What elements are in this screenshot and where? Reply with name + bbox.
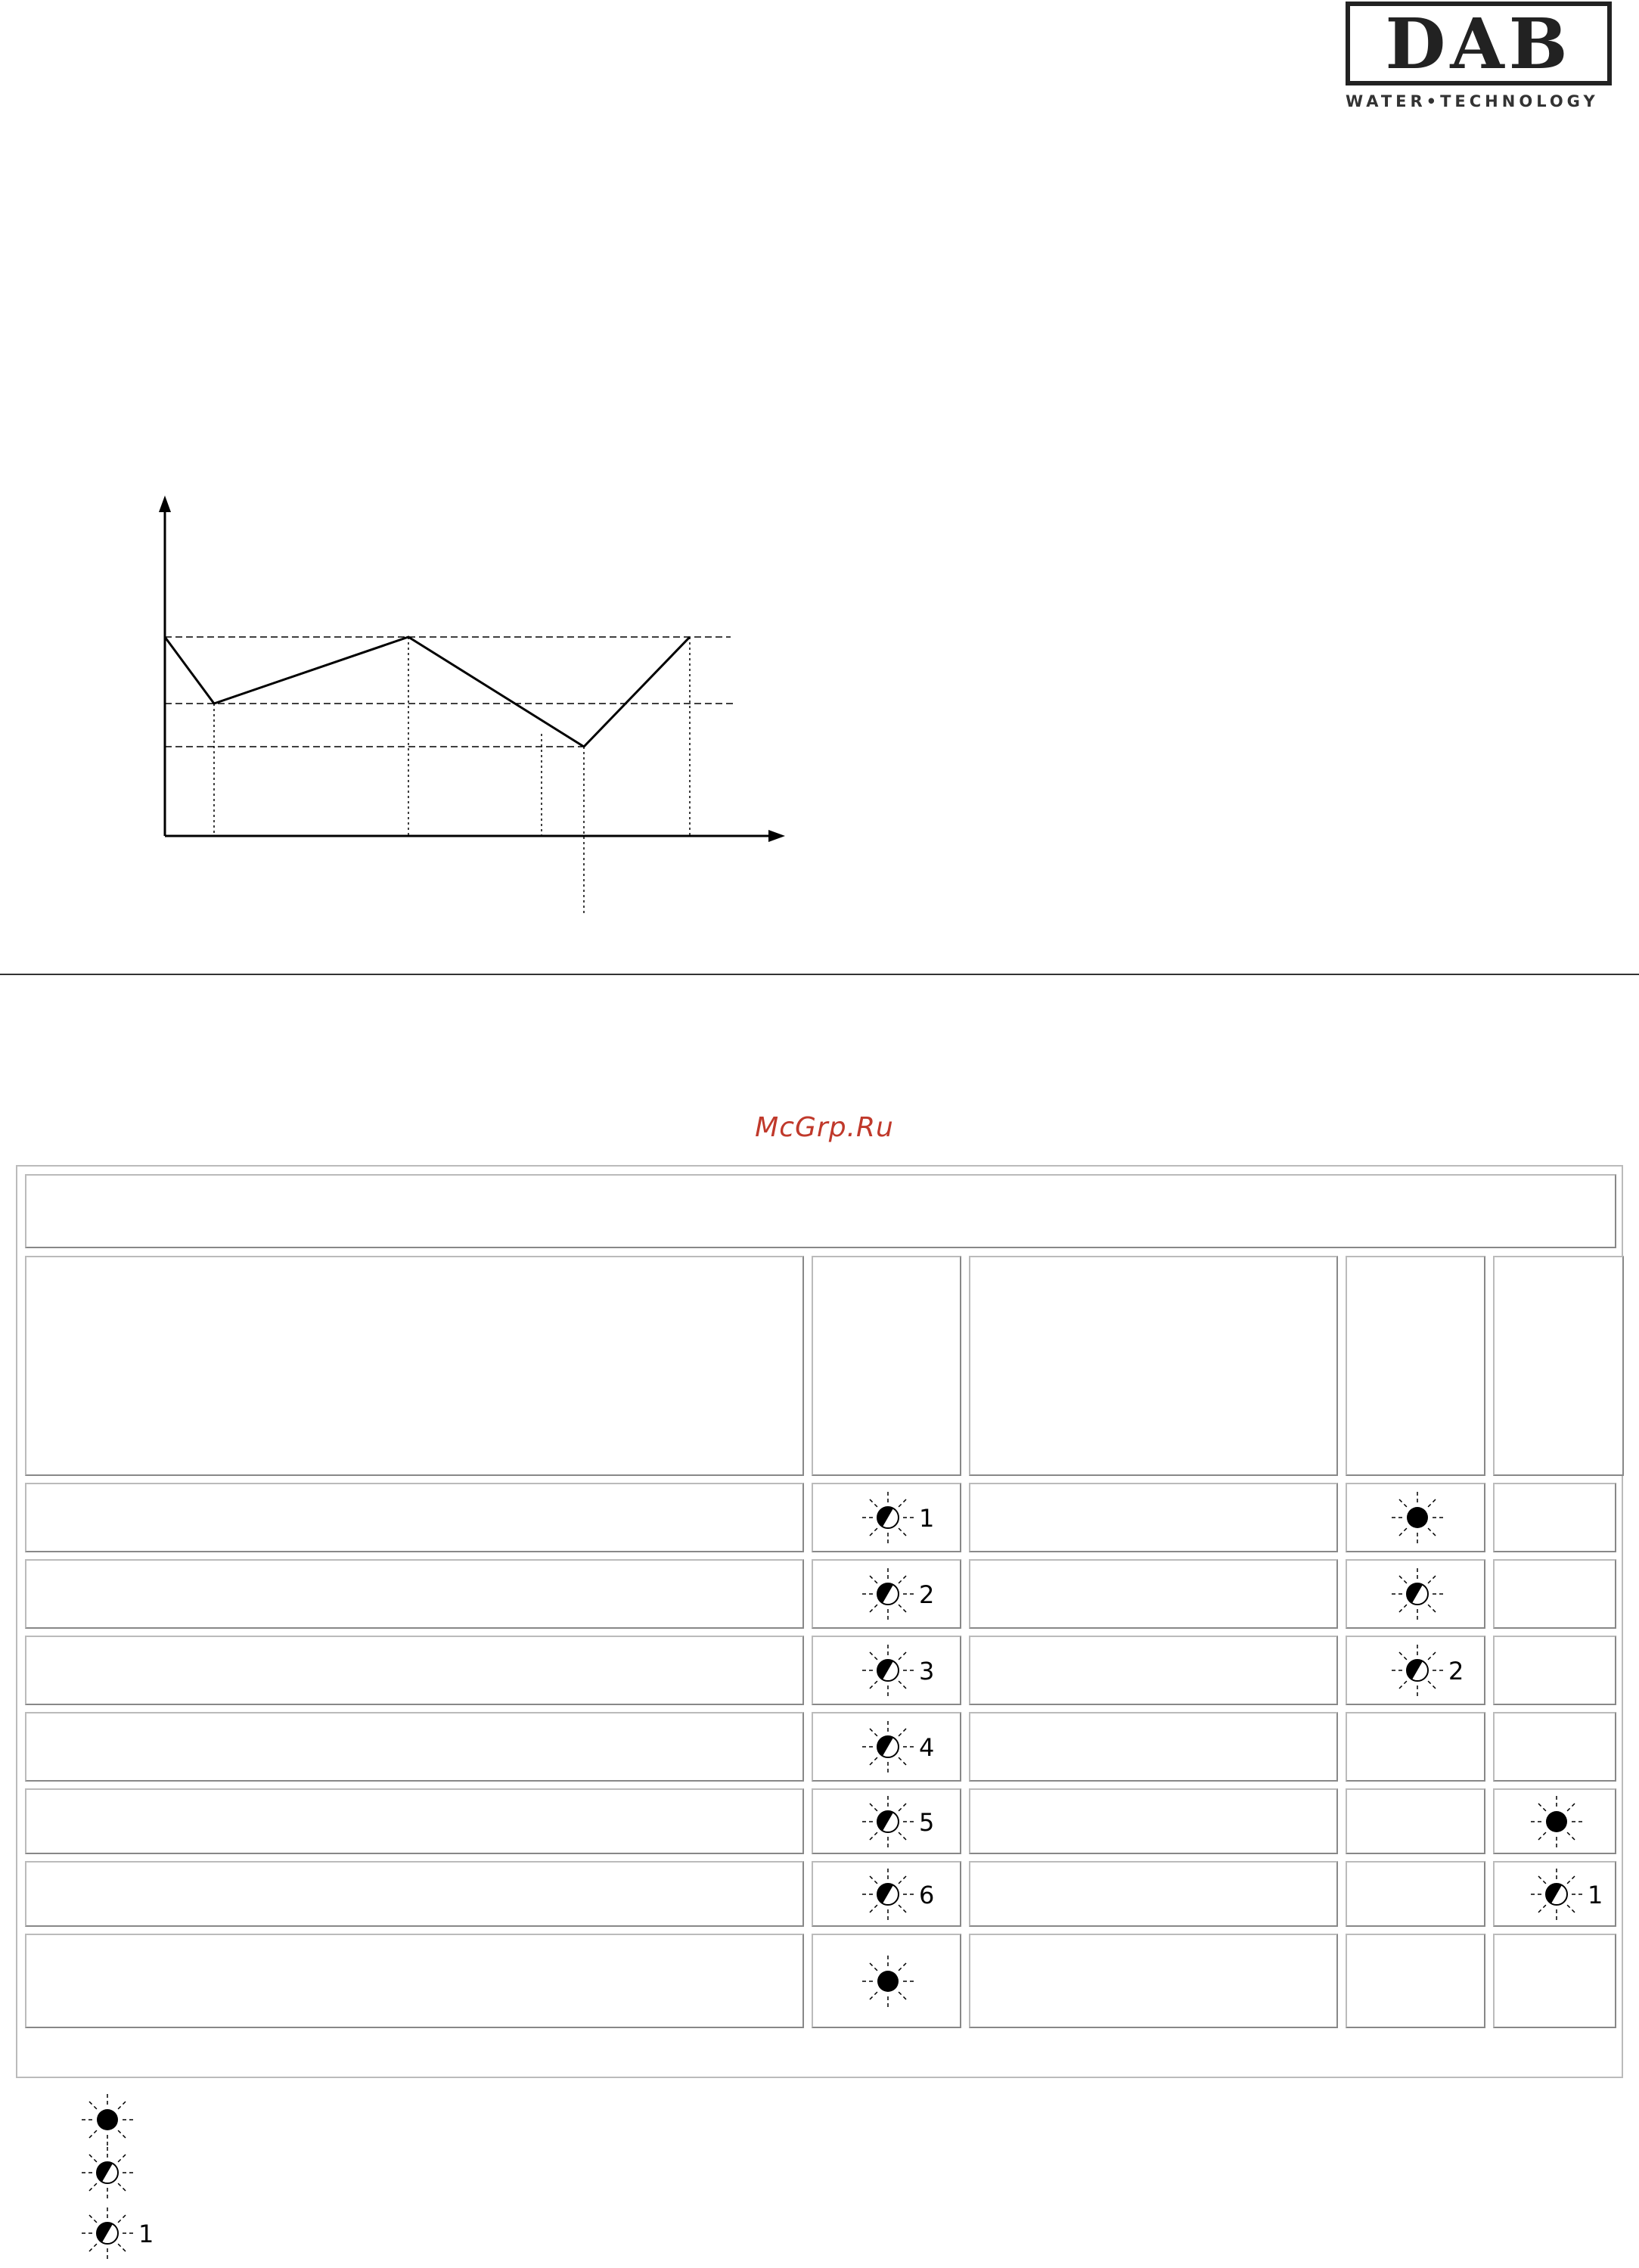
led-indicator: [856, 1562, 947, 1626]
table-cell: [969, 1559, 1338, 1629]
led-blinking-icon: [856, 1639, 947, 1702]
dab-logo: [1344, 0, 1618, 113]
logo-name: DAB: [1385, 2, 1572, 85]
y-axis-arrow: [159, 496, 171, 512]
table-cell: [1493, 1483, 1616, 1552]
led-indicator: [856, 1950, 947, 2013]
table-cell: [1346, 1483, 1485, 1552]
table-cell: [812, 1559, 961, 1629]
led-status-table: [16, 1165, 1623, 2078]
led-indicator: [1525, 1863, 1616, 1926]
led-indicator: [1386, 1639, 1476, 1702]
x-axis-arrow: [768, 830, 785, 842]
table-cell: [25, 1788, 804, 1854]
led-sequence-number: 1: [1587, 1880, 1603, 1909]
led-blinking-icon: [76, 2201, 166, 2265]
section-divider: [0, 974, 1639, 975]
pressure-diagram: [144, 484, 809, 923]
table-cell: [1493, 1712, 1616, 1782]
led-blinking-icon: [856, 1486, 947, 1549]
led-on-icon: [1525, 1790, 1616, 1853]
led-on-icon: [1386, 1486, 1476, 1549]
table-cell: [25, 1636, 804, 1705]
table-cell: [25, 1559, 804, 1629]
table-cell: [1346, 1636, 1485, 1705]
table-cell: [969, 1934, 1338, 2028]
table-cell: [25, 1712, 804, 1782]
table-cell: [1493, 1636, 1616, 1705]
table-cell: [969, 1788, 1338, 1854]
table-cell: [812, 1861, 961, 1927]
table-cell: [969, 1636, 1338, 1705]
table-cell: [969, 1483, 1338, 1552]
led-blinking-icon: [76, 2141, 166, 2204]
table-cell: [1493, 1559, 1616, 1629]
led-indicator: [856, 1790, 947, 1853]
table-cell: [1346, 1861, 1485, 1927]
led-indicator: [856, 1486, 947, 1549]
logo-tagline: WATER•TECHNOLOGY: [1346, 92, 1599, 110]
led-sequence-number: 1: [919, 1504, 935, 1533]
led-sequence-number: 2: [919, 1580, 935, 1609]
table-cell: [25, 1861, 804, 1927]
led-indicator: [1386, 1562, 1476, 1626]
table-cell: [1346, 1788, 1485, 1854]
table-cell: [1493, 1861, 1616, 1927]
table-cell: [1346, 1934, 1485, 2028]
led-sequence-number: 5: [919, 1807, 935, 1837]
table-cell: [812, 1712, 961, 1782]
table-cell: [25, 1934, 804, 2028]
header-cell-led-3: [1493, 1256, 1624, 1476]
led-blinking-icon: [856, 1863, 947, 1926]
legend-item: [76, 2201, 166, 2265]
legend-item: [76, 2141, 166, 2204]
table-cell: [1493, 1788, 1616, 1854]
led-sequence-number: 1: [138, 2220, 154, 2248]
led-indicator: [1525, 1790, 1616, 1853]
table-cell: [812, 1636, 961, 1705]
led-sequence-number: 6: [919, 1880, 935, 1909]
led-blinking-icon: [856, 1715, 947, 1779]
header-cell-description: [25, 1256, 804, 1476]
pressure-curve: [165, 637, 690, 747]
led-indicator: [856, 1715, 947, 1779]
watermark: McGrp.Ru: [755, 1112, 894, 1143]
header-cell-led-2: [1346, 1256, 1485, 1476]
led-indicator: [856, 1863, 947, 1926]
table-cell: [1493, 1934, 1616, 2028]
diagram-axes: [159, 496, 785, 842]
table-cell: [812, 1788, 961, 1854]
header-cell-led-1: [812, 1256, 961, 1476]
table-cell: [812, 1483, 961, 1552]
led-blinking-icon: [1525, 1863, 1616, 1926]
logo-frame: [1346, 2, 1612, 85]
led-blinking-icon: [1386, 1562, 1476, 1626]
led-sequence-number: 3: [919, 1657, 935, 1685]
led-on-icon: [856, 1950, 947, 2013]
table-cell: [812, 1934, 961, 2028]
led-indicator: [1386, 1486, 1476, 1549]
table-cell: [1346, 1559, 1485, 1629]
header-cell-description-2: [969, 1256, 1338, 1476]
table-cell: [25, 1483, 804, 1552]
led-sequence-number: 2: [1448, 1657, 1464, 1685]
table-cell: [969, 1861, 1338, 1927]
led-blinking-icon: [856, 1790, 947, 1853]
led-blinking-icon: [856, 1562, 947, 1626]
table-title-cell: [25, 1174, 1616, 1248]
led-sequence-number: 4: [919, 1733, 935, 1762]
table-cell: [1346, 1712, 1485, 1782]
led-blinking-icon: [1386, 1639, 1476, 1702]
table-cell: [969, 1712, 1338, 1782]
led-indicator: [856, 1639, 947, 1702]
